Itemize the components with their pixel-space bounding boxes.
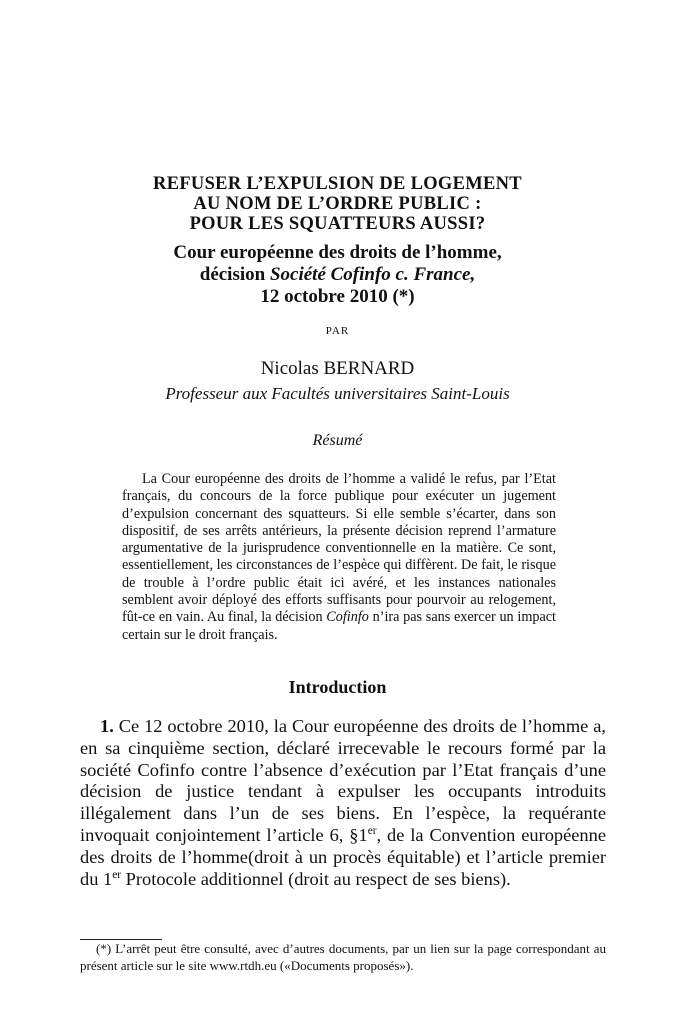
superscript-er-2: er [112,868,122,881]
article-title-line-3: POUR LES SQUATTEURS AUSSI? [189,214,486,234]
article-subtitle [0,242,675,308]
subtitle-line-3: 12 octobre 2010 (*) [260,286,415,307]
paragraph-1-part-1: Ce 12 octobre 2010, la Cour européenne des droits de l’homme a, en sa cinquième section, déclaré irrecevable le recours formé par la société Cofinfo contre l’absence d’exécution par l’Etat français d’une décision de justice tendant à expulser les occupants introduits illégalement dans l’un de ses biens. En l’espèce, la requérante invoquait conjointement l’article 6, §1 [80,716,606,845]
paragraph-1-part-3: Protocole additionnel (droit au respect de ses biens). [125,868,511,889]
introduction-heading: Introduction [288,677,387,697]
subtitle-case-name: Société Cofinfo c. France, [269,264,476,285]
superscript-er-1: er [367,825,377,838]
paragraph-number: 1. [100,716,114,736]
article-title-line-1: REFUSER L’EXPULSION DE LOGEMENT [153,174,522,194]
subtitle-line-2-prefix: décision [199,264,266,285]
author-name: Nicolas BERNARD [260,358,415,379]
article-title-block [0,174,675,308]
author-affiliation: Professeur aux Facultés universitaires Saint-Louis [165,384,510,403]
par-label: PAR [325,325,350,337]
footnote-text: (*) L’arrêt peut être consulté, avec d’autres documents, par un lien sur la page correspondant au présent article sur le site www.rtdh.eu («Documents proposés»). [80,941,606,973]
abstract-part-1: La Cour européenne des droits de l’homme a validé le refus, par l’Etat français, du concours de la force publique pour exécuter un jugement d’expulsion concernant des squatteurs. Si elle semble s’écarter, dans son dispositif, de ses arrêts antérieurs, la présente décision reprend l’armature argumentative de la jurisprudence conventionnelle en la matière. Ce sont, essentiellement, les circonstances de l’espèce qui diffèrent. De fait, le risque de trouble à l’ordre public était ici avéré, et les instances nationales semblent avoir déployé des efforts suffisants pour pourvoir au relogement, fût-ce en vain. Au final, la décision [122,471,556,626]
paragraph-1 [80,716,606,890]
article-title-line-2: AU NOM DE L’ORDRE PUBLIC : [193,194,482,214]
abstract-text [122,471,556,644]
paragraph-1-part-2: , de la Convention européenne des droits de l’homme(droit à un procès équitable) et l’article premier du 1 [80,824,606,889]
subtitle-line-1: Cour européenne des droits de l’homme, [173,242,502,263]
abstract-case-name: Cofinfo [326,609,369,626]
resume-heading: Résumé [312,432,363,449]
abstract-part-2: n’ira pas sans exercer un impact certain sur le droit français. [122,609,557,643]
